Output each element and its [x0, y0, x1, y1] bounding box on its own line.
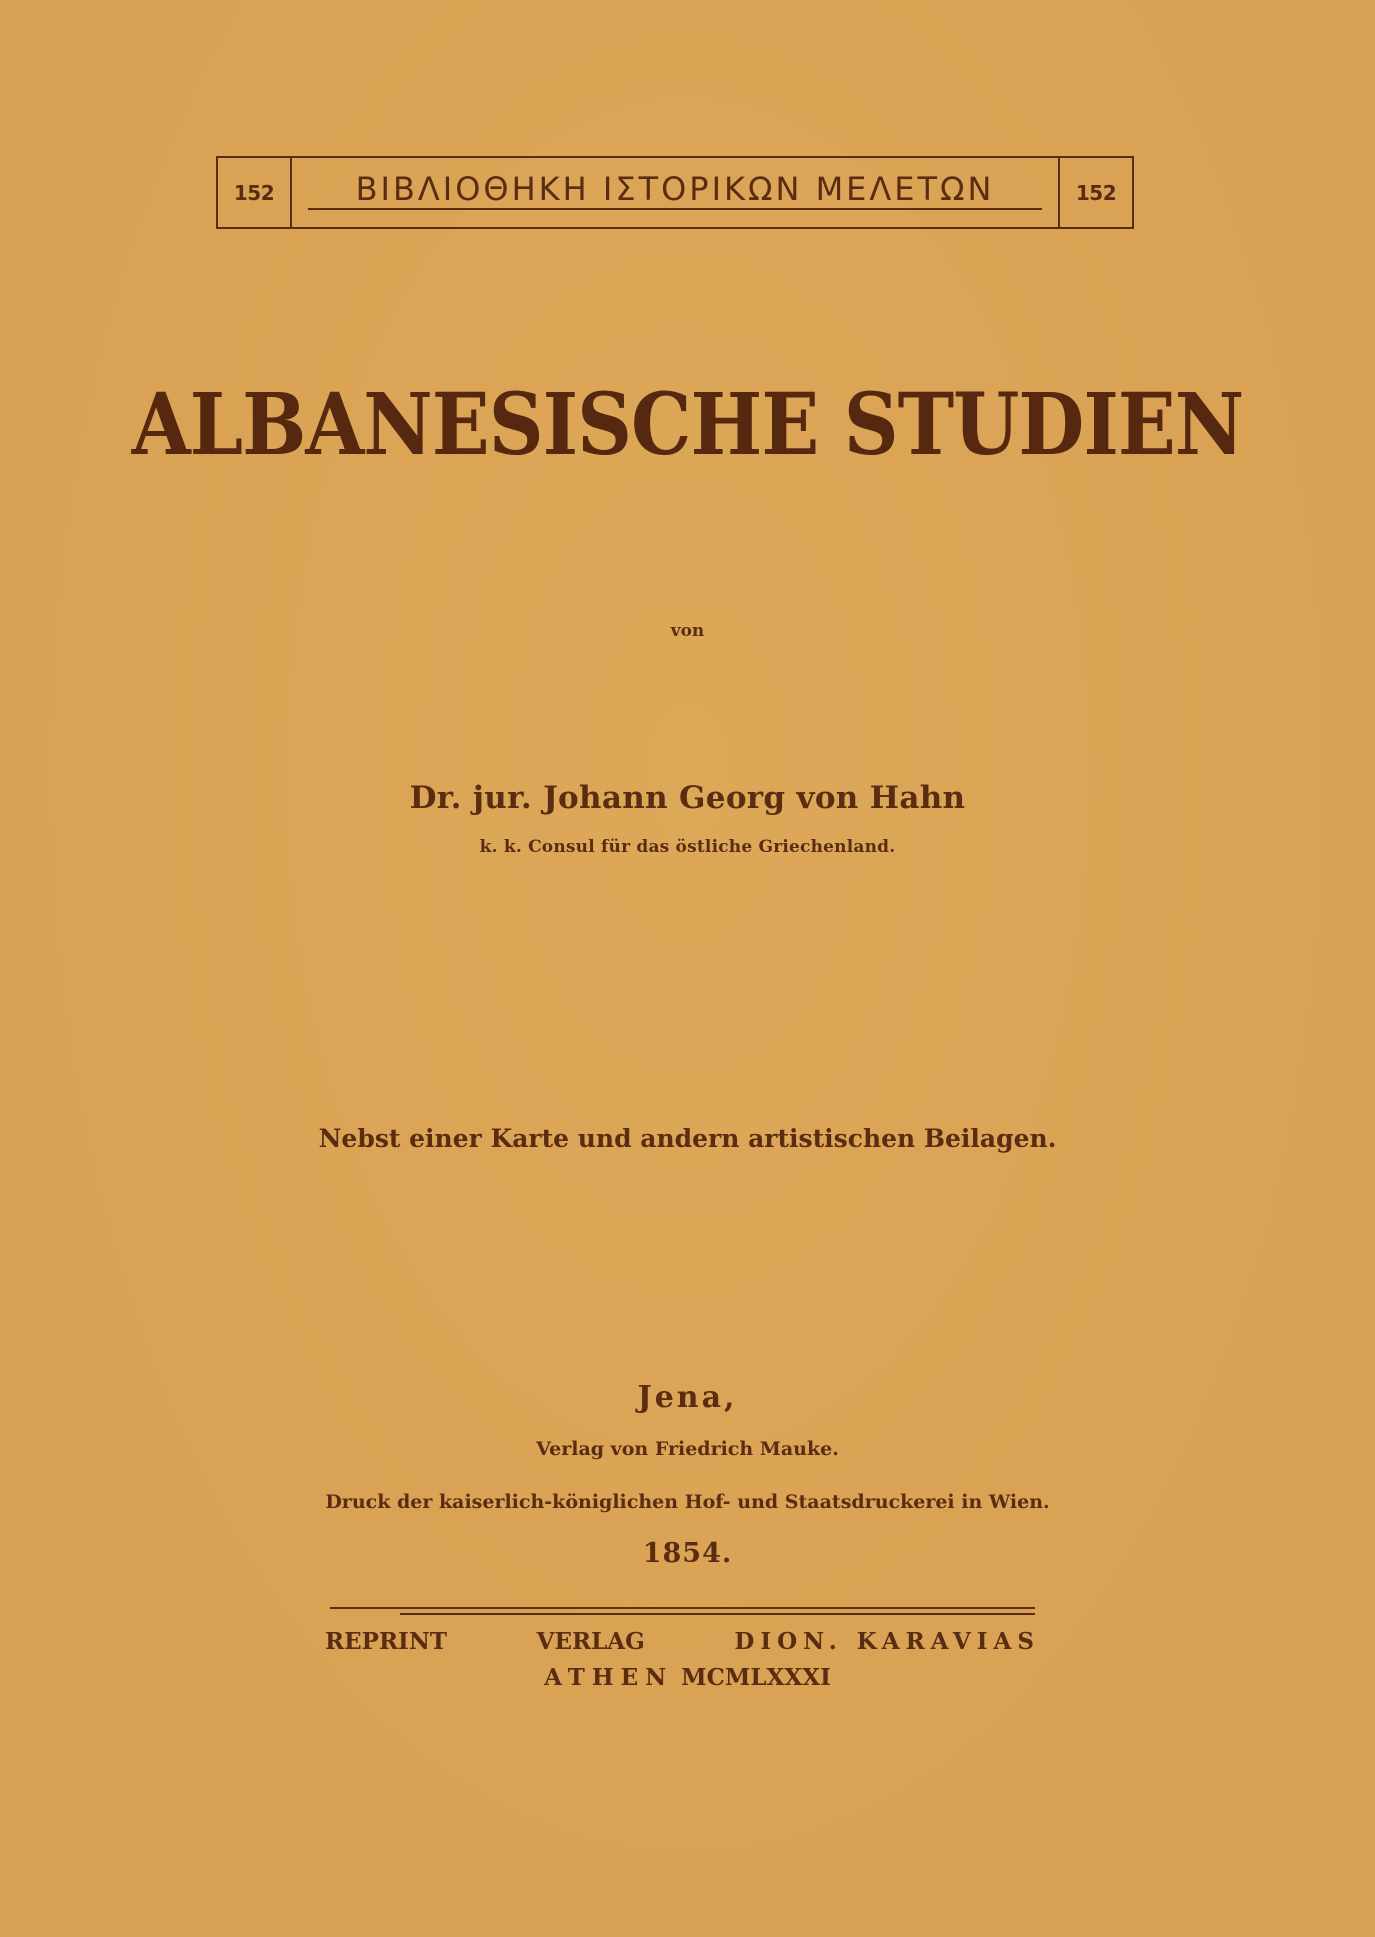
reprint-city: ATHEN	[544, 1664, 674, 1691]
imprint-year: 1854.	[642, 1538, 733, 1569]
reprint-line-1	[325, 1628, 1040, 1655]
series-number-left: 152	[216, 156, 292, 229]
reprint-label: REPRINT	[325, 1628, 447, 1655]
reprint-publisher-name: DION. KARAVIAS	[734, 1628, 1040, 1655]
book-subtitle: Nebst einer Karte und andern artistischen Beilagen.	[318, 1124, 1057, 1153]
author-role: k. k. Consul für das östliche Griechenland.	[479, 837, 896, 857]
reprint-year: MCMLXXXI	[681, 1664, 831, 1691]
book-title: ALBANESISCHE STUDIEN	[131, 374, 1244, 475]
series-title: ΒΙΒΛΙΟΘΗΚΗ ΙΣΤΟΡΙΚΩΝ ΜΕΛΕΤΩΝ	[355, 170, 995, 208]
by-word: von	[670, 621, 705, 641]
series-underline	[308, 208, 1042, 210]
divider-rule-top	[330, 1607, 1035, 1609]
divider-rule-bottom	[400, 1613, 1035, 1615]
reprint-line-2	[0, 1664, 1375, 1691]
reprint-verlag: VERLAG	[536, 1628, 645, 1655]
series-header	[216, 156, 1134, 231]
imprint-printer: Druck der kaiserlich-königlichen Hof- und Staatsdruckerei in Wien.	[325, 1491, 1050, 1513]
series-number-right: 152	[1058, 156, 1134, 229]
author-name: Dr. jur. Johann Georg von Hahn	[409, 780, 966, 816]
imprint-place: Jena,	[637, 1380, 738, 1415]
imprint-publisher: Verlag von Friedrich Mauke.	[536, 1438, 839, 1460]
